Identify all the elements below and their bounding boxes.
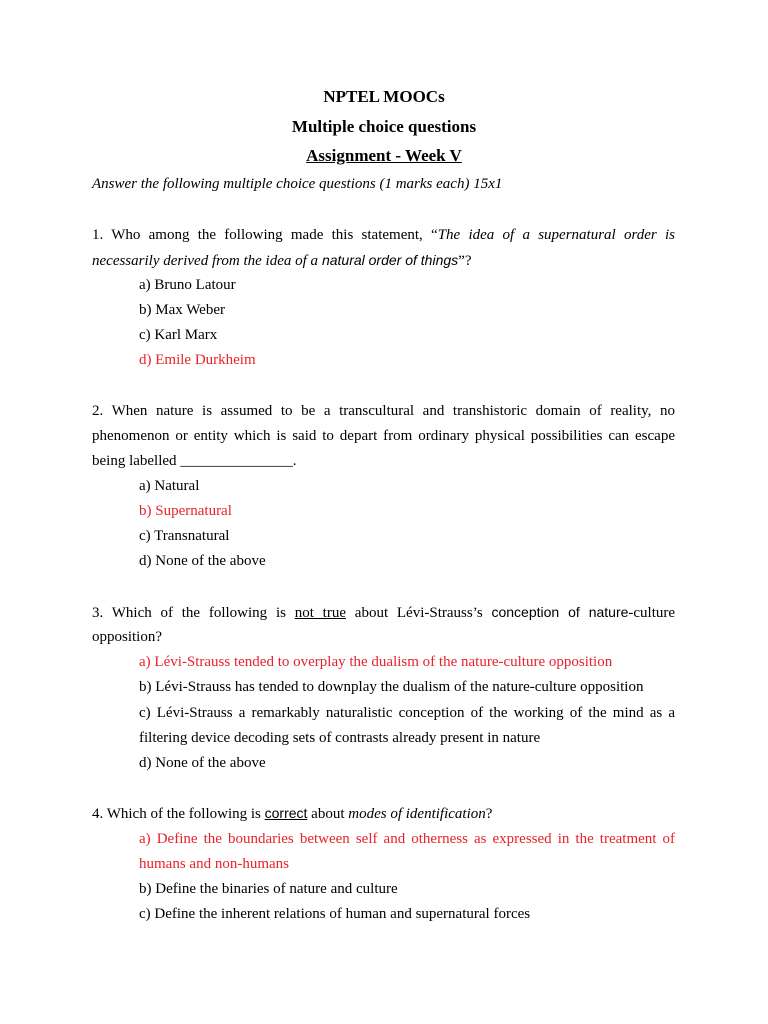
question-4-text-c: ? bbox=[485, 806, 493, 822]
question-4-option-c: c) Define the inherent relations of human and supernatural forces bbox=[139, 906, 531, 922]
question-1-option-b: b) Max Weber bbox=[139, 302, 225, 318]
question-3-option-a-answer: a) Lévi-Strauss tended to overplay the dualism of the nature-culture opposition bbox=[139, 654, 613, 670]
question-3-text-b: about Lévi-Strauss’s bbox=[354, 605, 483, 621]
question-3-option-b: b) Lévi-Strauss has tended to downplay the dualism of the nature-culture opposition bbox=[139, 679, 644, 695]
question-2-line-1: 2. When nature is assumed to be a transcultural and transhistoric domain of reality, no bbox=[92, 403, 675, 419]
question-2-option-c: c) Transnatural bbox=[139, 528, 230, 544]
question-4-term: modes of identification bbox=[348, 806, 486, 822]
question-2-option-d: d) None of the above bbox=[139, 553, 266, 569]
question-1-option-a: a) Bruno Latour bbox=[139, 277, 236, 293]
question-4-option-a-cont: humans and non-humans bbox=[139, 856, 289, 872]
question-1-prefix: 1. Who among the following made this statement, “ bbox=[92, 227, 438, 243]
course-title: NPTEL MOOCs bbox=[323, 87, 445, 106]
question-3-option-d: d) None of the above bbox=[139, 755, 266, 771]
question-3-option-c: c) Lévi-Strauss a remarkably naturalistic conception of the working of the mind as a bbox=[139, 705, 675, 721]
question-4-text-a: 4. Which of the following is bbox=[92, 806, 265, 822]
question-2-option-b-answer: b) Supernatural bbox=[139, 503, 232, 519]
question-2-option-a: a) Natural bbox=[139, 478, 200, 494]
question-3-text-sans: conception of nature bbox=[491, 604, 629, 620]
question-1-quote: The idea of a supernatural order is bbox=[437, 227, 675, 243]
question-2-line-3: being labelled _______________. bbox=[92, 453, 297, 469]
question-2-line-2: phenomenon or entity which is said to depart from ordinary physical possibilities can escape bbox=[92, 428, 675, 444]
assignment-title: Assignment - Week V bbox=[306, 146, 462, 165]
question-4-option-a-answer: a) Define the boundaries between self and otherness as expressed in the treatment of bbox=[139, 831, 675, 847]
question-1-option-d-answer: d) Emile Durkheim bbox=[139, 352, 256, 368]
question-4-line-1 bbox=[92, 804, 492, 823]
question-3-option-c-cont: filtering device decoding sets of contrasts already present in nature bbox=[139, 730, 541, 746]
question-1-quote-cont: necessarily derived from the idea of a bbox=[92, 253, 319, 269]
question-3-emphasis: not true bbox=[294, 605, 346, 621]
question-4-option-b: b) Define the binaries of nature and culture bbox=[139, 881, 398, 897]
instructions: Answer the following multiple choice questions (1 marks each) 15x1 bbox=[92, 176, 503, 192]
question-1-line-1 bbox=[92, 226, 675, 244]
question-3-line-2: opposition? bbox=[92, 629, 162, 645]
question-1-quote-sans: natural order of things bbox=[318, 252, 459, 268]
question-3-text-a: 3. Which of the following is bbox=[92, 605, 286, 621]
document-subtitle: Multiple choice questions bbox=[291, 117, 477, 136]
question-1-suffix: ”? bbox=[458, 253, 472, 269]
question-4-text-b: about bbox=[307, 806, 349, 822]
question-4-emphasis: correct bbox=[264, 805, 308, 821]
question-3-text-c: -culture bbox=[628, 605, 675, 621]
question-1-line-2 bbox=[92, 251, 471, 270]
question-1-option-c: c) Karl Marx bbox=[139, 327, 218, 343]
question-3-line-1 bbox=[92, 603, 675, 622]
